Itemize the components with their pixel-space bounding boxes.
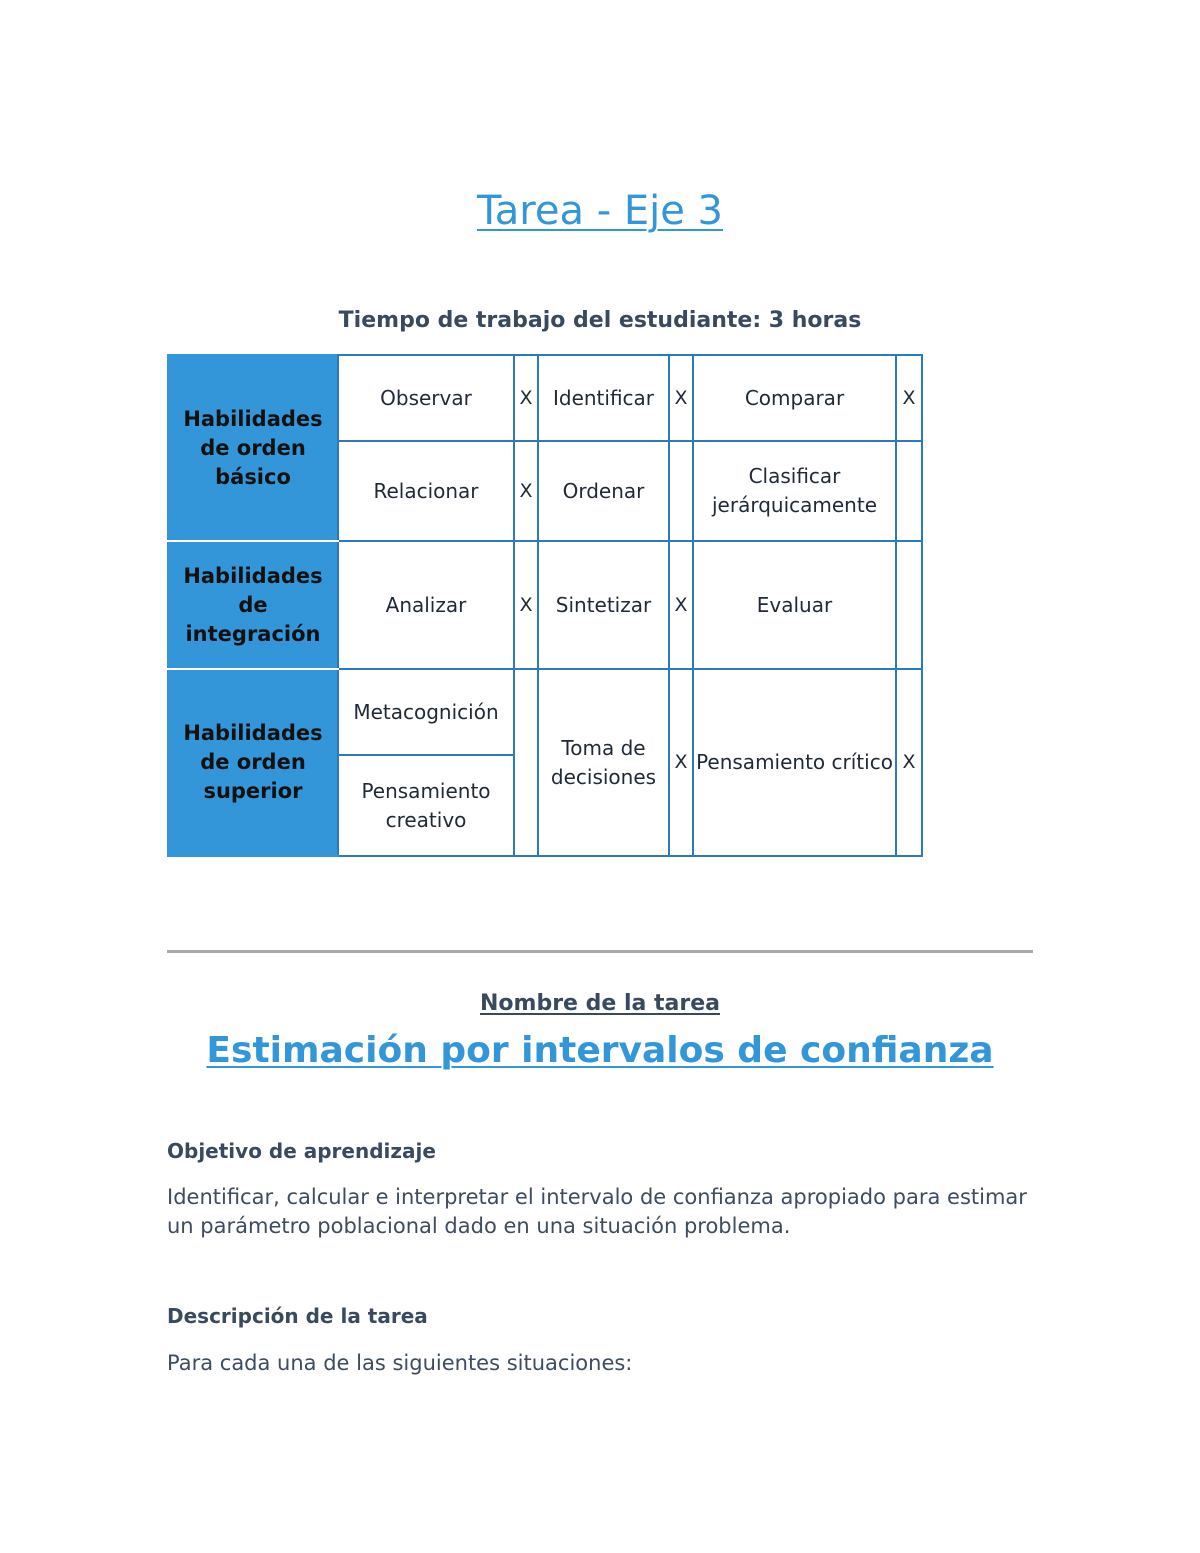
category-superior: Habilidades de orden superior bbox=[168, 669, 338, 856]
section-divider bbox=[167, 950, 1033, 953]
skill-cell: Toma de decisiones bbox=[538, 669, 669, 856]
skill-mark: X bbox=[669, 355, 693, 441]
task-name: Estimación por intervalos de confianza bbox=[206, 1030, 994, 1071]
skill-cell: Metacognición bbox=[338, 669, 514, 755]
skill-mark: X bbox=[514, 541, 538, 669]
page-title: Tarea - Eje 3 bbox=[476, 188, 724, 234]
objective-text: Identificar, calcular e interpretar el intervalo de confianza apropiado para estimar un parámetro poblacional dado en una situación problema. bbox=[167, 1185, 1027, 1238]
skill-mark: X bbox=[669, 669, 693, 856]
objective-heading: Objetivo de aprendizaje bbox=[167, 1139, 436, 1163]
category-basic: Habilidades de orden básico bbox=[168, 355, 338, 541]
task-name-label: Nombre de la tarea bbox=[480, 991, 720, 1016]
skill-cell: Clasificar jerárquicamente bbox=[693, 441, 896, 541]
skill-cell: Sintetizar bbox=[538, 541, 669, 669]
skill-cell: Ordenar bbox=[538, 441, 669, 541]
skill-cell: Comparar bbox=[693, 355, 896, 441]
skill-cell: Pensamiento crítico bbox=[693, 669, 896, 856]
skill-mark: X bbox=[896, 355, 922, 441]
skill-mark: X bbox=[514, 355, 538, 441]
table-row bbox=[168, 669, 922, 755]
skill-mark bbox=[669, 441, 693, 541]
skill-mark: X bbox=[669, 541, 693, 669]
work-time: Tiempo de trabajo del estudiante: 3 horas bbox=[338, 308, 862, 333]
table-row bbox=[168, 541, 922, 669]
skill-mark bbox=[896, 541, 922, 669]
skill-mark bbox=[514, 669, 538, 856]
description-heading: Descripción de la tarea bbox=[167, 1304, 428, 1328]
skill-cell: Identificar bbox=[538, 355, 669, 441]
description-text: Para cada una de las siguientes situaciones: bbox=[167, 1351, 633, 1375]
skill-cell: Pensamiento creativo bbox=[338, 755, 514, 856]
skill-cell: Analizar bbox=[338, 541, 514, 669]
skill-mark: X bbox=[896, 669, 922, 856]
skill-mark: X bbox=[514, 441, 538, 541]
skill-cell: Evaluar bbox=[693, 541, 896, 669]
category-integration: Habilidades de integración bbox=[168, 541, 338, 669]
skills-table bbox=[167, 354, 923, 857]
table-row bbox=[168, 355, 922, 441]
skill-cell: Relacionar bbox=[338, 441, 514, 541]
skill-cell: Observar bbox=[338, 355, 514, 441]
skill-mark bbox=[896, 441, 922, 541]
